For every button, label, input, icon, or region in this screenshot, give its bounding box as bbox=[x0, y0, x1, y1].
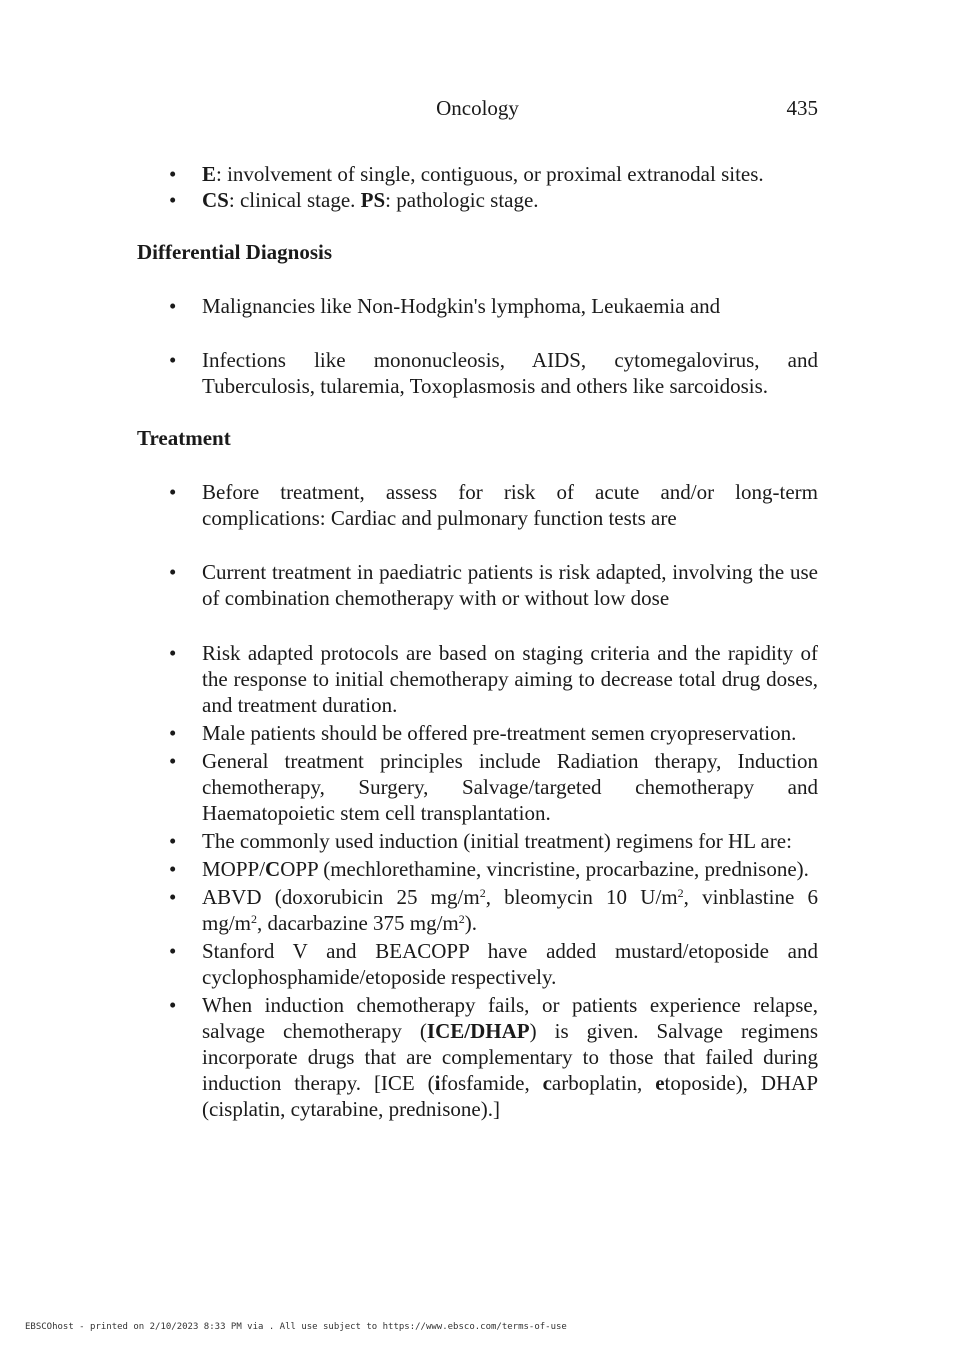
superscript: 2 bbox=[251, 912, 258, 926]
abvd-text: ). bbox=[464, 911, 478, 935]
list-item bbox=[137, 187, 818, 213]
salvage-text: ) is given. Salvage regimens incorporate drugs that are complementary to those that failed during induction therapy. [ICE ( bbox=[202, 1019, 818, 1095]
mopp-text-rest: OPP (mechlorethamine, vincristine, procarbazine, prednisone). bbox=[280, 857, 809, 881]
list-item bbox=[137, 856, 818, 882]
main-content bbox=[137, 161, 818, 1122]
term-cs: CS bbox=[202, 188, 229, 212]
list-item: • Stanford V and BEACOPP have added mustard/etoposide and cyclophosphamide/etoposide respectively. bbox=[137, 938, 818, 990]
mopp-bold: C bbox=[265, 857, 281, 881]
list-item: • Infections like mononucleosis, AIDS, cytomegalovirus, and Tuberculosis, tularemia, Toxoplasmosis and others like sarcoidosis. bbox=[137, 347, 818, 399]
salvage-bold: e bbox=[655, 1071, 665, 1095]
header-title: Oncology bbox=[436, 96, 519, 120]
list-item: • General treatment principles include Radiation therapy, Induction chemotherapy, Surgery, Salvage/targeted chemotherapy and Haematopoietic stem cell transplantation. bbox=[137, 748, 818, 826]
superscript: 2 bbox=[458, 912, 465, 926]
section-heading-differential: Differential Diagnosis bbox=[137, 240, 333, 264]
salvage-text: When induction chemotherapy fails, or patients experience relapse, salvage chemotherapy ( bbox=[202, 993, 818, 1043]
list-item: • Male patients should be offered pre-treatment semen cryopreservation. bbox=[137, 720, 818, 746]
print-footer: EBSCOhost - printed on 2/10/2023 8:33 PM via . All use subject to https://www.ebsco.com/terms-of-use bbox=[25, 1322, 567, 1332]
abvd-text: , dacarbazine 375 mg/m bbox=[257, 911, 459, 935]
salvage-text: arboplatin, bbox=[551, 1071, 656, 1095]
abvd-text: , vinblastine 6 mg/m bbox=[202, 885, 818, 935]
list-item bbox=[137, 884, 818, 936]
term-e: E bbox=[202, 162, 217, 186]
salvage-bold: ICE/DHAP bbox=[426, 1019, 530, 1043]
term-ps: PS bbox=[360, 188, 386, 212]
differential-list bbox=[137, 293, 818, 399]
treatment-list bbox=[137, 479, 818, 1122]
mopp-text: MOPP/ bbox=[202, 857, 266, 881]
list-item: • Current treatment in paediatric patients is risk adapted, involving the use of combination chemotherapy with or without low dose bbox=[137, 559, 818, 611]
list-item: • The commonly used induction (initial treatment) regimens for HL are: bbox=[137, 828, 818, 854]
superscript: 2 bbox=[479, 886, 486, 900]
list-item: • Before treatment, assess for risk of acute and/or long-term complications: Cardiac and pulmonary function tests are bbox=[137, 479, 818, 531]
running-header bbox=[137, 96, 818, 122]
superscript: 2 bbox=[677, 886, 684, 900]
abvd-text: ABVD (doxorubicin 25 mg/m bbox=[202, 885, 480, 909]
list-item: • Malignancies like Non-Hodgkin's lymphoma, Leukaemia and bbox=[137, 293, 818, 319]
term-e-text: : involvement of single, contiguous, or proximal extranodal sites. bbox=[216, 162, 764, 186]
list-item bbox=[137, 161, 818, 187]
section-heading-treatment: Treatment bbox=[137, 426, 231, 450]
term-ps-text: : pathologic stage. bbox=[385, 188, 539, 212]
staging-notes-list bbox=[137, 161, 818, 213]
abvd-text: , bleomycin 10 U/m bbox=[485, 885, 678, 909]
list-item bbox=[137, 992, 818, 1122]
salvage-bold: i bbox=[434, 1071, 441, 1095]
salvage-bold: c bbox=[542, 1071, 552, 1095]
term-cs-text: : clinical stage. bbox=[228, 188, 361, 212]
page-number: 435 bbox=[786, 96, 818, 120]
salvage-text: fosfamide, bbox=[440, 1071, 543, 1095]
salvage-text: toposide), DHAP (cisplatin, cytarabine, prednisone).] bbox=[202, 1071, 818, 1121]
list-item: • Risk adapted protocols are based on staging criteria and the rapidity of the response to initial chemotherapy aiming to decrease total drug doses, and treatment duration. bbox=[137, 640, 818, 718]
